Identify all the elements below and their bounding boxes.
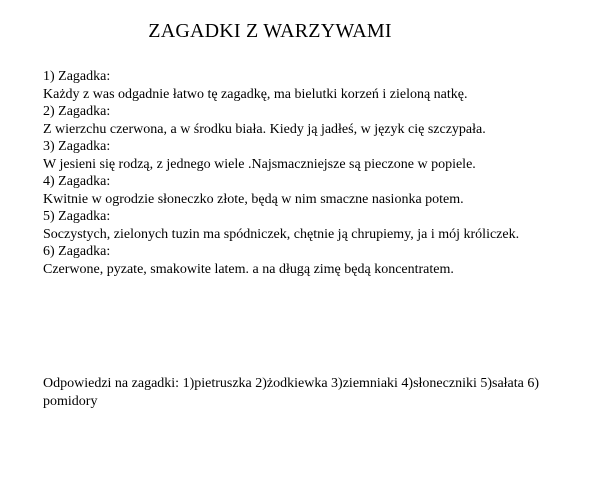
- riddle-3-text: W jesieni się rodzą, z jednego wiele .Najsmaczniejsze są pieczone w popiele.: [43, 156, 476, 172]
- riddle-5-text: Soczystych, zielonych tuzin ma spódniczek, chętnie ją chrupiemy, ja i mój króliczek.: [43, 226, 520, 242]
- riddle-4-text: Kwitnie w ogrodzie słoneczko złote, będą w nim smaczne nasionka potem.: [43, 191, 464, 207]
- page-title: ZAGADKI Z WARZYWAMI: [148, 20, 392, 42]
- answers-line-1: Odpowiedzi na zagadki: 1)pietruszka 2)żodkiewka 3)ziemniaki 4)słoneczniki 5)sałata 6): [43, 376, 540, 391]
- riddle-1-heading: 1) Zagadka:: [43, 69, 111, 84]
- answers-paragraph: [43, 375, 583, 410]
- riddle-3-heading: 3) Zagadka:: [43, 139, 111, 154]
- riddle-list: [43, 68, 583, 278]
- riddle-6-heading: 6) Zagadka:: [43, 244, 111, 259]
- riddle-6-text: Czerwone, pyzate, smakowite latem. a na długą zimę będą koncentratem.: [43, 261, 454, 277]
- riddle-1-text: Każdy z was odgadnie łatwo tę zagadkę, ma bielutki korzeń i zieloną natkę.: [43, 86, 468, 102]
- riddle-2-heading: 2) Zagadka:: [43, 104, 111, 119]
- riddle-2-text: Z wierzchu czerwona, a w środku biała. Kiedy ją jadłeś, w język cię szczypała.: [43, 121, 486, 137]
- riddle-4-heading: 4) Zagadka:: [43, 174, 111, 189]
- riddle-5-heading: 5) Zagadka:: [43, 209, 111, 224]
- answers-line-2: pomidory: [43, 393, 98, 409]
